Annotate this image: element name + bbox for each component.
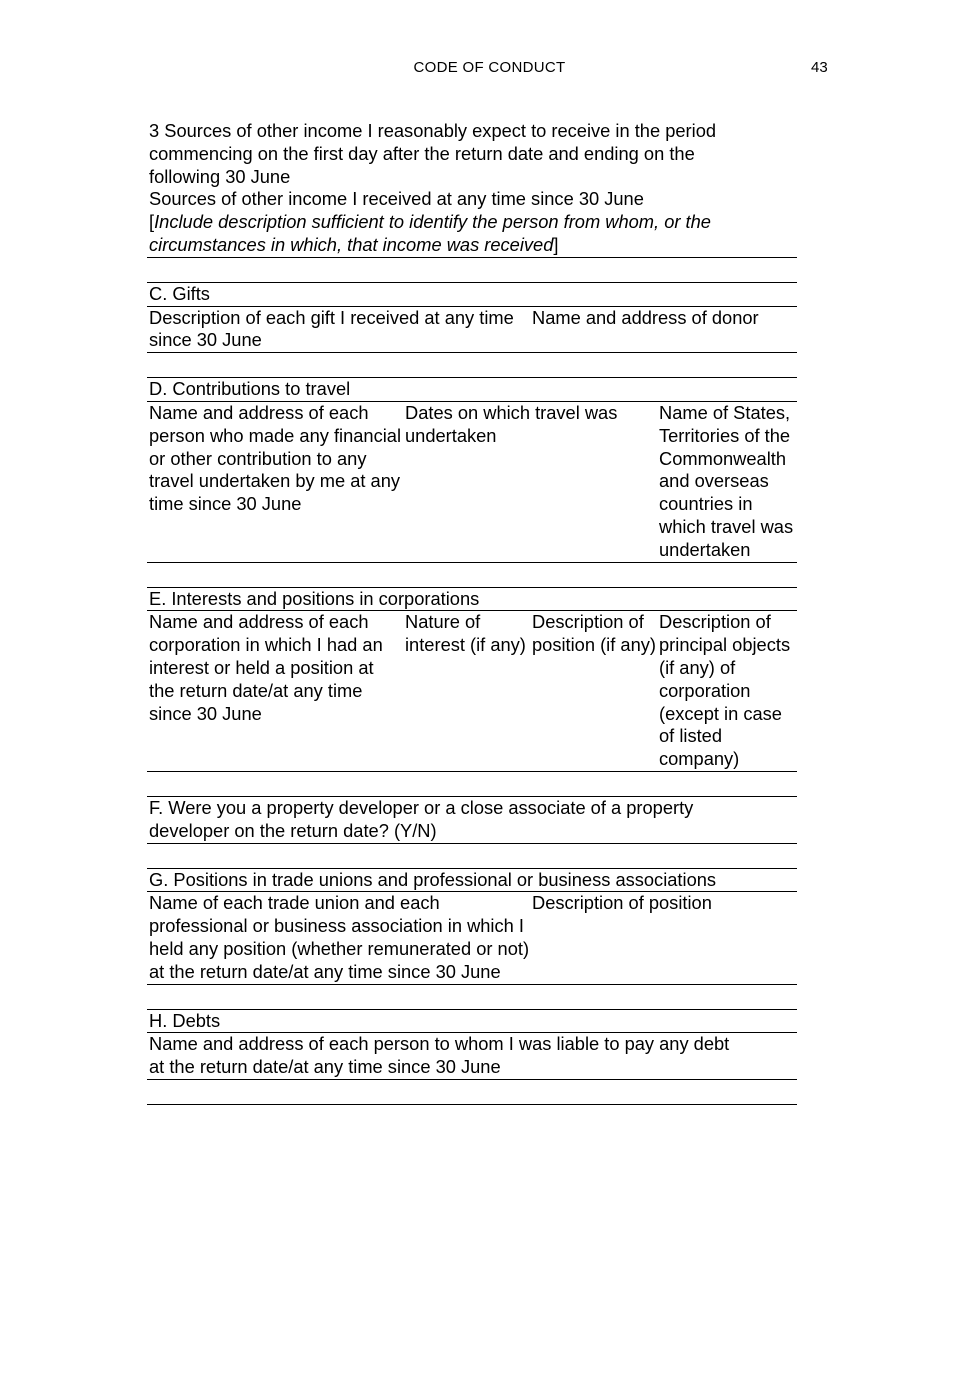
property-developer-line-2: developer on the return date? (Y/N) xyxy=(149,819,437,841)
property-developer-section xyxy=(147,797,797,844)
corporation-header: Name and address of each corporation in which I had an interest or held a position at the return date/at any time since 30 June xyxy=(149,611,383,724)
gift-description-header: Description of each gift I received at any time since 30 June xyxy=(149,306,514,351)
blank-entry-row[interactable] xyxy=(147,985,797,1010)
section-title: C. Gifts xyxy=(149,282,210,304)
debts-header xyxy=(147,1033,797,1080)
note-italic-2: circumstances in which, that income was received xyxy=(149,233,554,255)
contributor-header: Name and address of each person who made any financial or other contribution to any travel undertaken by me at any time since 30 June xyxy=(149,401,402,515)
section-title: H. Debts xyxy=(149,1009,221,1031)
debts-line-1: Name and address of each person to whom I was liable to pay any debt xyxy=(149,1033,730,1055)
interest-nature-header: Nature of interest (if any) xyxy=(405,611,526,656)
travel-header-row xyxy=(147,402,797,563)
gifts-section xyxy=(147,283,797,307)
associations-section xyxy=(147,869,797,893)
travel-dates-header: Dates on which travel was undertaken xyxy=(405,401,618,446)
corporations-header-row xyxy=(147,611,797,772)
position-description-header: Description of position (if any) xyxy=(532,611,656,656)
debts-section xyxy=(147,1010,797,1034)
gifts-header-row xyxy=(147,307,797,354)
blank-entry-row[interactable] xyxy=(147,353,797,378)
travel-section xyxy=(147,378,797,402)
note-open-bracket: [ xyxy=(149,211,155,233)
blank-entry-row[interactable] xyxy=(147,844,797,869)
other-income-section xyxy=(147,120,797,258)
debts-line-2: at the return date/at any time since 30 June xyxy=(149,1056,501,1078)
note-close-bracket: ] xyxy=(553,233,559,255)
section-title: D. Contributions to travel xyxy=(149,378,351,400)
page-number: 43 xyxy=(811,59,828,76)
other-income-line-1: 3 Sources of other income I reasonably expect to receive in the period xyxy=(149,120,717,141)
blank-entry-row[interactable] xyxy=(147,1080,797,1105)
section-title: E. Interests and positions in corporations xyxy=(149,587,480,609)
other-income-note-1 xyxy=(147,211,797,234)
property-developer-line-1: F. Were you a property developer or a close associate of a property xyxy=(149,796,694,818)
running-title: CODE OF CONDUCT xyxy=(413,59,566,76)
associations-header-row xyxy=(147,892,797,984)
note-italic-1: Include description sufficient to identify the person from whom, or the xyxy=(154,211,711,233)
other-income-line-2: commencing on the first day after the return date and ending on the xyxy=(149,142,695,164)
association-header: Name of each trade union and each professional or business association in which I held any position (whether remunerated or not) at the return date/at any time since 30 June xyxy=(149,892,530,982)
section-title: G. Positions in trade unions and professional or business associations xyxy=(149,868,717,890)
declaration-form xyxy=(147,120,797,1105)
principal-objects-header: Description of principal objects (if any) of corporation (except in case of listed company) xyxy=(659,611,791,770)
blank-entry-row[interactable] xyxy=(147,563,797,588)
blank-entry-row[interactable] xyxy=(147,772,797,797)
other-income-line-3: following 30 June xyxy=(149,165,291,187)
other-income-line-4: Sources of other income I received at any time since 30 June xyxy=(149,188,644,210)
corporations-section xyxy=(147,588,797,612)
donor-header: Name and address of donor xyxy=(532,306,759,328)
association-position-header: Description of position xyxy=(532,892,712,914)
blank-entry-row[interactable] xyxy=(147,258,797,283)
other-income-note-2 xyxy=(147,234,797,257)
travel-places-header: Name of States, Territories of the Commonwealth and overseas countries in which travel was undertaken xyxy=(659,401,794,560)
